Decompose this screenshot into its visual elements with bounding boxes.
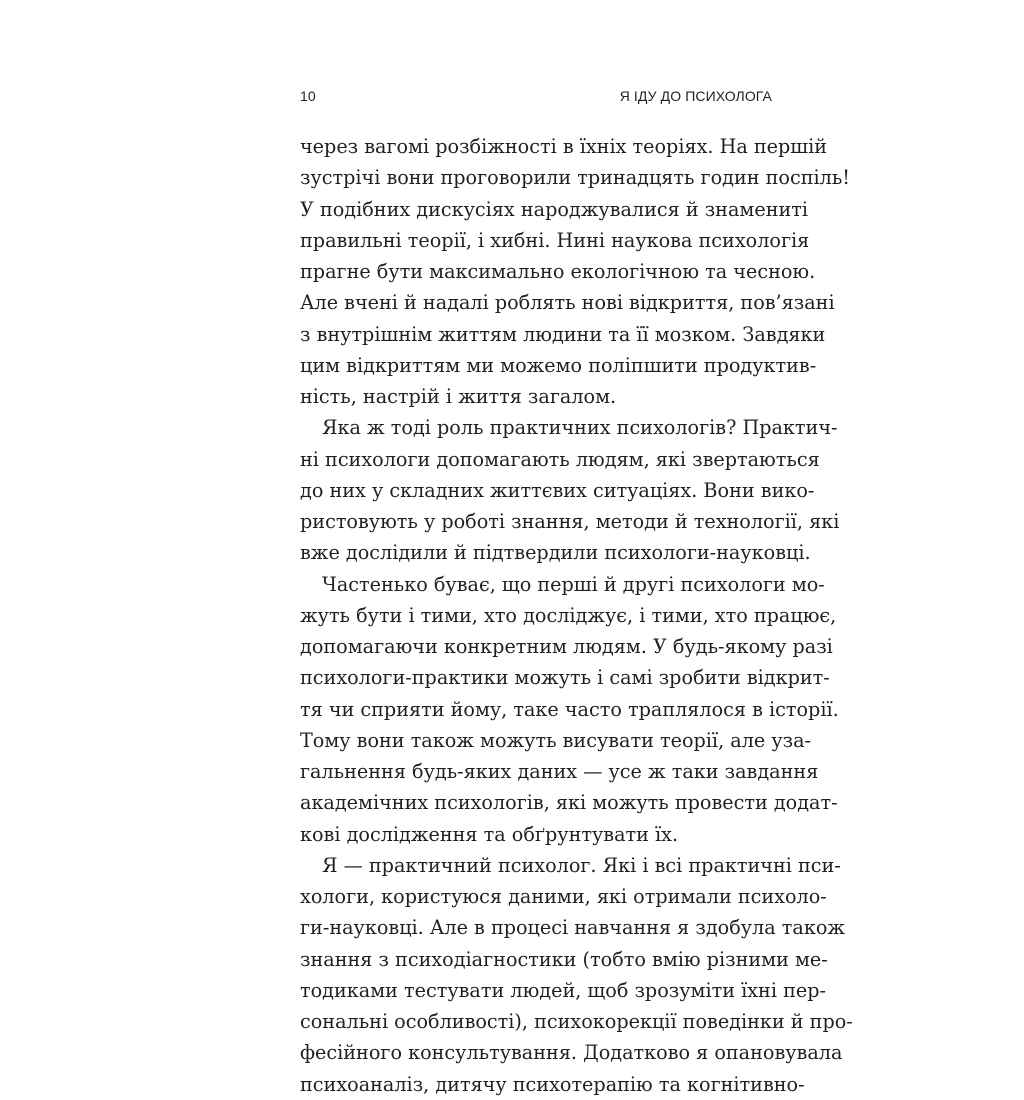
running-title: Я ІДУ ДО ПСИХОЛОГА: [619, 88, 772, 104]
text-line: ні психологи допомагають людям, які звертаються: [300, 447, 820, 471]
paragraph: [300, 850, 853, 1100]
text-line: Я — практичний психолог. Які і всі практичні пси-: [322, 853, 841, 877]
paragraph: [300, 412, 840, 568]
text-line: ги-науковці. Але в процесі навчання я здобула також: [300, 916, 846, 940]
page-number: 10: [300, 88, 316, 104]
body-text: [300, 131, 853, 1100]
text-line: Тому вони також можуть висувати теорії, але уза-: [300, 728, 812, 752]
paragraph: [300, 131, 851, 412]
text-line: кові дослідження та обґрунтувати їх.: [300, 822, 679, 846]
text-line: тодиками тестувати людей, щоб зрозуміти їхні пер-: [300, 978, 826, 1002]
text-line: психологи-практики можуть і самі зробити відкрит-: [300, 666, 830, 690]
text-line: через вагомі розбіжності в їхніх теоріях. На першій: [300, 135, 828, 158]
text-line: до них у складних життєвих ситуаціях. Вони вико-: [300, 478, 815, 502]
paragraph: [300, 569, 839, 850]
text-line: хологи, користуюся даними, які отримали психоло-: [300, 885, 827, 908]
text-line: тя чи сприяти йому, таке часто траплялося в історії.: [300, 697, 839, 721]
text-line: цим відкриттям ми можемо поліпшити продуктив-: [300, 353, 817, 377]
text-line: ність, настрій і життя загалом.: [300, 385, 617, 408]
text-line: академічних психологів, які можуть провести додат-: [300, 791, 838, 815]
text-line: зустрічі вони проговорили тринадцять годин поспіль!: [300, 166, 851, 190]
text-line: сональні особливості), психокорекції поведінки й про-: [300, 1010, 853, 1033]
text-line: з внутрішнім життям людини та її мозком. Завдяки: [300, 322, 826, 346]
text-line: психоаналіз, дитячу психотерапію та когнітивно-: [300, 1072, 805, 1096]
text-line: допомагаючи конкретним людям. У будь-якому разі: [300, 635, 833, 658]
running-head: [300, 88, 772, 108]
text-line: Частенько буває, що перші й другі психологи мо-: [322, 572, 825, 596]
text-line: фесійного консультування. Додатково я опановувала: [300, 1041, 843, 1065]
text-line: У подібних дискусіях народжувалися й знамениті: [300, 197, 809, 221]
text-line: жуть бути і тими, хто досліджує, і тими, хто працює,: [300, 603, 837, 627]
text-line: знання з психодіагностики (тобто вмію різними ме-: [300, 947, 828, 971]
text-line: Яка ж тоді роль практичних психологів? Практич-: [322, 416, 838, 440]
text-line: вже дослідили й підтвердили психологи-науковці.: [300, 541, 811, 565]
text-line: гальнення будь-яких даних — усе ж таки завдання: [300, 760, 819, 783]
text-line: правильні теорії, і хибні. Нині наукова психологія: [300, 228, 810, 252]
text-line: прагне бути максимально екологічною та чесною.: [300, 260, 816, 283]
text-line: ристовують у роботі знання, методи й технології, які: [300, 510, 840, 533]
text-line: Але вчені й надалі роблять нові відкриття, пов’язані: [300, 291, 835, 315]
